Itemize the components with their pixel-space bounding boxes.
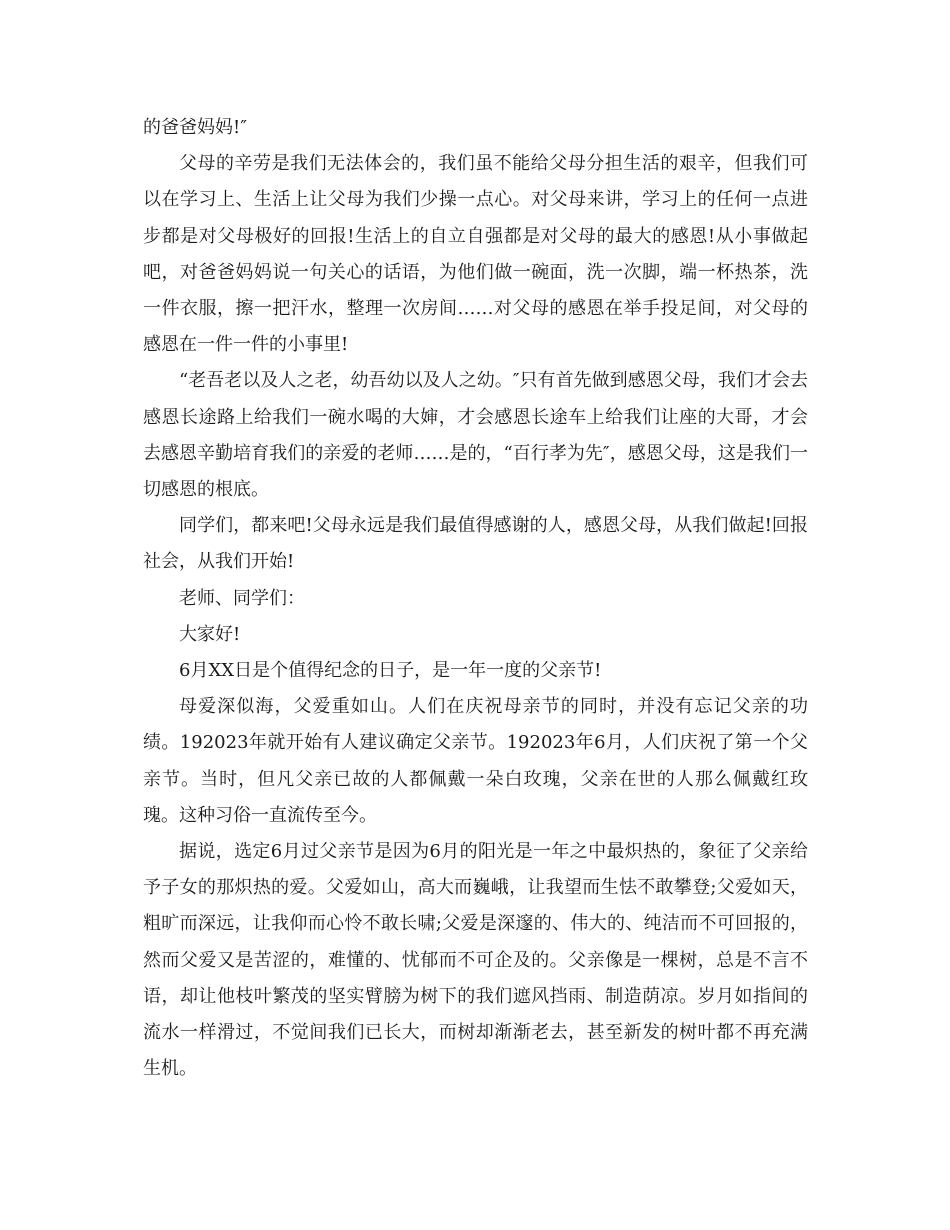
document-body [143,110,808,1087]
paragraph-9: 据说，选定6月过父亲节是因为6月的阳光是一年之中最炽热的，象征了父亲给予子女的那炽热的爱。父爱如山，高大而巍峨，让我望而生怯不敢攀登;父爱如天，粗旷而深远，让我仰而心怜不敢长啸;父爱是深邃的、伟大的、纯洁而不可回报的，然而父爱又是苦涩的，难懂的、忧郁而不可企及的。父亲像是一棵树，总是不言不语，却让他枝叶繁茂的坚实臂膀为树下的我们遮风挡雨、制造荫凉。岁月如指间的流水一样滑过，不觉间我们已长大，而树却渐渐老去，甚至新发的树叶都不再充满生机。 [143,841,808,1080]
paragraph-8: 母爱深似海，父爱重如山。人们在庆祝母亲节的同时，并没有忘记父亲的功绩。192023年就开始有人建议确定父亲节。192023年6月，人们庆祝了第一个父亲节。当时，但凡父亲已故的人都佩戴一朵白玫瑰，父亲在世的人那么佩戴红玫瑰。这种习俗一直流传至今。 [143,696,808,826]
paragraph-2: 父母的辛劳是我们无法体会的，我们虽不能给父母分担生活的艰辛，但我们可以在学习上、生活上让父母为我们少操一点心。对父母来讲，学习上的任何一点进步都是对父母极好的回报!生活上的自立自强都是对父母的最大的感恩!从小事做起吧，对爸爸妈妈说一句关心的话语，为他们做一碗面，洗一次脚，端一杯热茶，洗一件衣服，擦一把汗水，整理一次房间……对父母的感恩在举手投足间，对父母的感恩在一件一件的小事里! [143,153,808,356]
greeting-hello: 大家好! [179,623,241,645]
paragraph-3: “老吾老以及人之老，幼吾幼以及人之幼。″只有首先做到感恩父母，我们才会去感恩长途路上给我们一碗水喝的大婶，才会感恩长途车上给我们让座的大哥，才会去感恩辛勤培育我们的亲爱的老师……是的，“百行孝为先″，感恩父母，这是我们一切感恩的根底。 [143,370,808,501]
paragraph-1: 的爸爸妈妈!″ [143,117,247,138]
greeting-salutation: 老师、同学们： [179,587,305,609]
paragraph-4: 同学们，都来吧!父母永远是我们最值得感谢的人，感恩父母，从我们做起!回报社会，从我们开始! [143,515,808,573]
paragraph-7: 6月XX日是个值得纪念的日子，是一年一度的父亲节! [179,660,602,682]
